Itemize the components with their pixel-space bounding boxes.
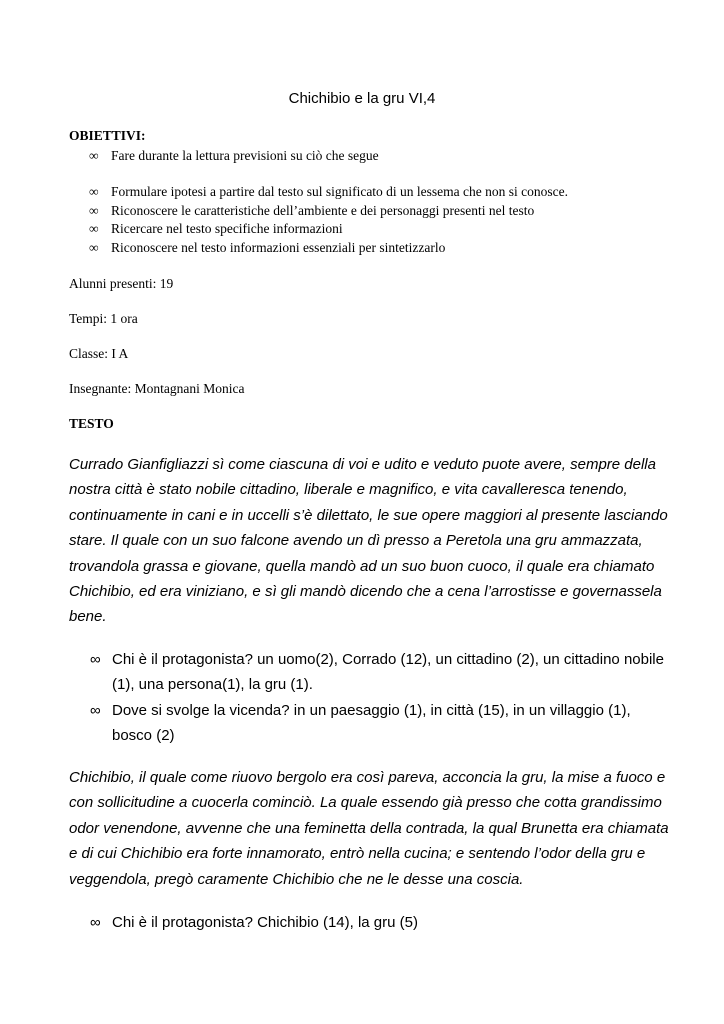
objective-item bbox=[89, 203, 534, 219]
objective-text: Formulare ipotesi a partire dal testo sul significato di un lessema che non si conosce. bbox=[111, 184, 569, 199]
paragraph-line: e di cui Chichibio era forte innamorato, entrò nella cucina; e sentendo l’odor della gru e bbox=[69, 845, 646, 863]
lesson-time: Tempi: 1 ora bbox=[69, 311, 138, 326]
paragraph-line: veggendola, pregò caramente Chichibio che ne le desse una coscia. bbox=[69, 870, 524, 888]
infinity-bullet-icon: ∞ bbox=[90, 702, 101, 719]
objective-text: Fare durante la lettura previsioni su ciò che segue bbox=[111, 148, 379, 163]
question-item bbox=[90, 910, 660, 935]
objective-text: Riconoscere nel testo informazioni essenziali per sintetizzarlo bbox=[111, 240, 446, 255]
text-paragraph-2 bbox=[69, 765, 669, 892]
infinity-bullet-icon: ∞ bbox=[89, 240, 99, 255]
question-line: bosco (2) bbox=[112, 727, 175, 744]
paragraph-line: stare. Il quale con un suo falcone avendo un dì presso a Peretola una gru ammazzata, bbox=[69, 532, 643, 550]
infinity-bullet-icon: ∞ bbox=[90, 914, 101, 931]
paragraph-line: Currado Gianfigliazzi sì come ciascuna di voi e udito e veduto puote avere, sempre della bbox=[69, 456, 656, 473]
objective-text: Ricercare nel testo specifiche informazioni bbox=[111, 221, 343, 236]
question-item bbox=[90, 647, 664, 697]
question-line: Chi è il protagonista? Chichibio (14), la gru (5) bbox=[112, 914, 418, 931]
paragraph-line: con sollicitudine a cuocerla cominciò. La quale essendo già presso che cotta grandissimo bbox=[69, 794, 662, 812]
paragraph-line: bene. bbox=[69, 608, 107, 626]
paragraph-line: odor venendone, avvenne che una feminetta della contrada, la qual Brunetta era chiamata bbox=[69, 819, 669, 837]
objective-item bbox=[89, 221, 343, 237]
document-title: Chichibio e la gru VI,4 bbox=[288, 90, 436, 107]
objective-item bbox=[89, 184, 568, 200]
class-label: Classe: I A bbox=[69, 346, 129, 361]
objective-text: Riconoscere le caratteristiche dell’ambiente e dei personaggi presenti nel testo bbox=[111, 203, 535, 218]
objective-item bbox=[89, 240, 445, 256]
students-present: Alunni presenti: 19 bbox=[69, 276, 174, 291]
infinity-bullet-icon: ∞ bbox=[89, 184, 99, 199]
paragraph-line: Chichibio, il quale come riuovo bergolo era così pareva, acconcia la gru, la mise a fuoco e bbox=[69, 769, 666, 786]
objectives-heading: OBIETTIVI: bbox=[69, 128, 146, 143]
question-line: Dove si svolge la vicenda? in un paesaggio (1), in città (15), in un villaggio (1), bbox=[112, 702, 631, 719]
paragraph-line: trovandola grassa e giovane, quella mandò ad un suo buon cuoco, il quale era chiamato bbox=[69, 557, 655, 575]
text-heading: TESTO bbox=[69, 416, 114, 431]
paragraph-line: nostra città è stato nobile cittadino, liberale e magnifico, e vita cavalleresca tenendo, bbox=[69, 481, 628, 499]
infinity-bullet-icon: ∞ bbox=[90, 651, 101, 668]
paragraph-line: Chichibio, ed era viniziano, e sì gli mandò dicendo che a cena l’arrostisse e governassela bbox=[69, 583, 662, 601]
paragraph-line: continuamente in cani e in uccelli s’è dilettato, le sue opere maggiori al presente lasciando bbox=[69, 506, 668, 524]
question-line: Chi è il protagonista? un uomo(2), Corrado (12), un cittadino (2), un cittadino nobile bbox=[112, 651, 664, 668]
question-item bbox=[90, 698, 660, 748]
question-line: (1), una persona(1), la gru (1). bbox=[112, 676, 313, 693]
objective-item bbox=[89, 148, 379, 164]
teacher-name: Insegnante: Montagnani Monica bbox=[69, 381, 245, 396]
text-paragraph-1 bbox=[69, 452, 668, 630]
infinity-bullet-icon: ∞ bbox=[89, 221, 99, 236]
infinity-bullet-icon: ∞ bbox=[89, 203, 99, 218]
infinity-bullet-icon: ∞ bbox=[89, 148, 99, 163]
